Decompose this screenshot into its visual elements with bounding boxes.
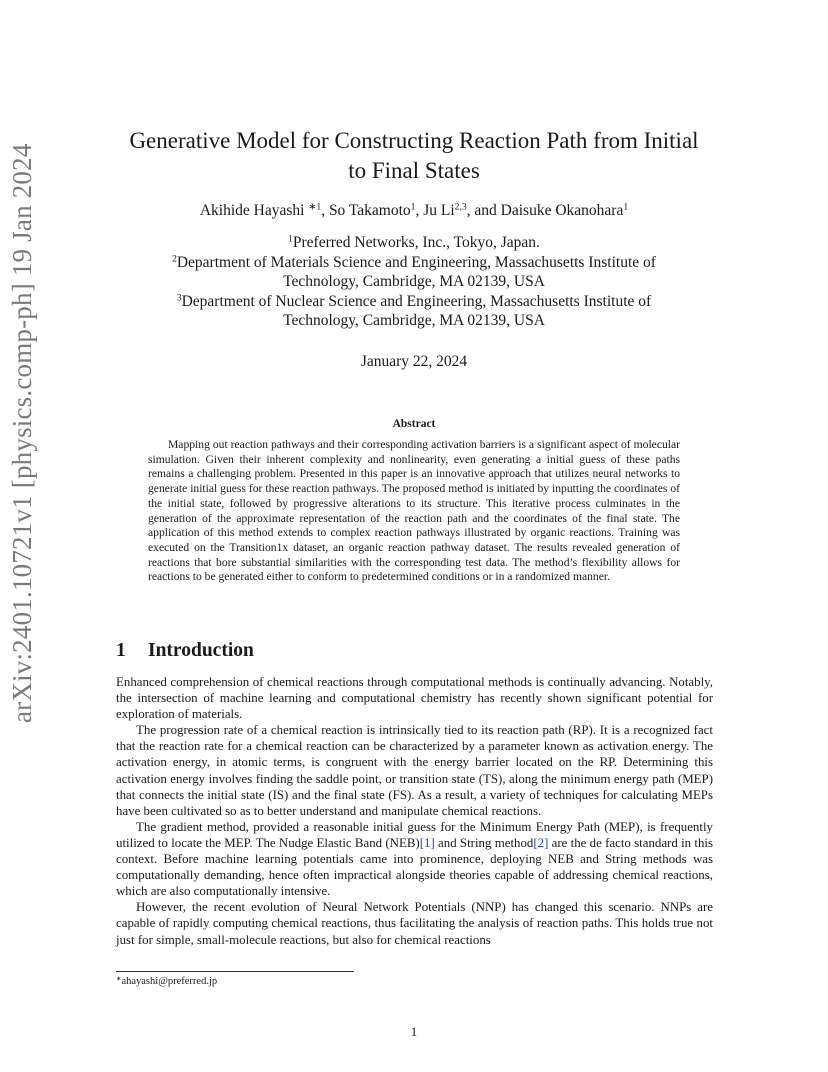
author-name: So Takamoto: [328, 202, 411, 219]
author-affiliation-mark: ∗1: [308, 201, 322, 213]
title-line-2: to Final States: [348, 158, 480, 183]
author-affiliation-mark: 2,3: [454, 201, 467, 213]
page-number: 1: [410, 1024, 418, 1039]
footnote-mark: ∗: [116, 975, 122, 983]
author-affiliation-mark: 1: [410, 201, 416, 213]
author-affiliation-mark: 1: [623, 201, 629, 213]
citation-link[interactable]: [2]: [533, 835, 549, 850]
title-line-1: Generative Model for Constructing Reaction Path from Initial: [129, 128, 699, 153]
affiliation-line: $^1$Preferred Networks, Inc., Tokyo, Japan.: [288, 233, 540, 251]
section-heading: [116, 640, 254, 662]
author-list: Akihide Hayashi $^{∗1}$, So Takamoto$^1$, Ju Li$^{2,3}$, and Daisuke Okanohara$^1$: [199, 201, 629, 219]
footnote-rule: [116, 971, 354, 972]
affiliation-line: $^3$Department of Nuclear Science and Engineering, Massachusetts Institute of: [176, 292, 652, 310]
footnote: [116, 976, 217, 987]
affiliation-line: Technology, Cambridge, MA 02139, USA: [283, 312, 545, 329]
author-name: Akihide Hayashi: [199, 202, 305, 219]
section-number: 1: [116, 640, 126, 661]
citation-link[interactable]: [1]: [419, 835, 435, 850]
footnote-email: ahayashi@preferred.jp: [121, 976, 218, 987]
author-name: Ju Li: [423, 202, 455, 219]
author-name: Daisuke Okanohara: [500, 202, 624, 219]
abstract-heading: Abstract: [392, 418, 436, 430]
paragraph: The progression rate of a chemical reaction is intrinsically tied to its reaction path (RP). It is a recognized fact that the reaction rate for a chemical reaction can be characterized by a parameter known as activation energy. The activation energy, in atomic terms, is congruent with the energy barrier located on the RP. Determining this activation energy involves finding the saddle point, or transition state (TS), along the minimum energy path (MEP) that connects the initial state (IS) and the final state (FS). As a result, a variety of techniques for calculating MEPs have been cultivated so as to better understand and manipulate chemical reactions.: [116, 723, 713, 818]
paragraph: However, the recent evolution of Neural Network Potentials (NNP) has changed this scenario. NNPs are capable of rapidly computing chemical reactions, thus facilitating the analysis of reaction paths. This holds true not just for simple, small-molecule reactions, but also for chemical reactions: [116, 900, 713, 947]
body-text: [116, 674, 713, 948]
arxiv-identifier: arXiv:2401.10721v1 [physics.comp-ph] 19 Jan 2024: [7, 143, 37, 723]
affiliation-mark: 3: [176, 292, 182, 304]
paragraph: Enhanced comprehension of chemical reactions through computational methods is continually advancing. Notably, the intersection of machine learning and computational chemistry has recently shown significant potential for exploration of materials.: [116, 675, 713, 722]
affiliation-line: Technology, Cambridge, MA 02139, USA: [283, 273, 545, 290]
affiliation-list: [0, 233, 828, 331]
paper-date: January 22, 2024: [360, 353, 468, 370]
affiliation-line: $^2$Department of Materials Science and Engineering, Massachusetts Institute of: [172, 253, 656, 271]
abstract-text: Mapping out reaction pathways and their corresponding activation barriers is a significant aspect of molecular simulation. Given their inherent complexity and nonlinearity, even generating a initial guess of these paths remains a challenging problem. Presented in this paper is an innovative approach that utilizes neural networks to generate initial guess for these reaction pathways. The proposed method is initiated by inputting the coordinates of the initial state, followed by progressive alterations to its structure. This iterative process culminates in the generation of the approximate representation of the reaction path and the coordinates of the final state. The application of this method extends to complex reaction pathways illustrated by organic reactions. Training was executed on the Transition1x dataset, an organic reaction pathway dataset. The results revealed generation of reactions that bore substantial similarities with the corresponding test data. The method’s flexibility allows for reactions to be generated either to conform to predetermined conditions or in a randomized manner.: [148, 438, 680, 584]
section-title: Introduction: [148, 640, 254, 661]
affiliation-mark: 2: [172, 253, 177, 265]
paragraph: The gradient method, provided a reasonable initial guess for the Minimum Energy Path (MEP), is frequently utilized to locate the MEP. The Nudge Elastic Band (NEB)[1] and String method[2] are the de facto standard in this context. Before machine learning potentials came into prominence, deploying NEB and String methods was computationally demanding, hence often impractical alongside theories capable of addressing chemical reactions, which are also computationally intensive.: [116, 819, 713, 899]
author-conjunction: , and: [466, 202, 497, 219]
affiliation-mark: 1: [288, 233, 293, 245]
paper-title: [0, 126, 828, 186]
